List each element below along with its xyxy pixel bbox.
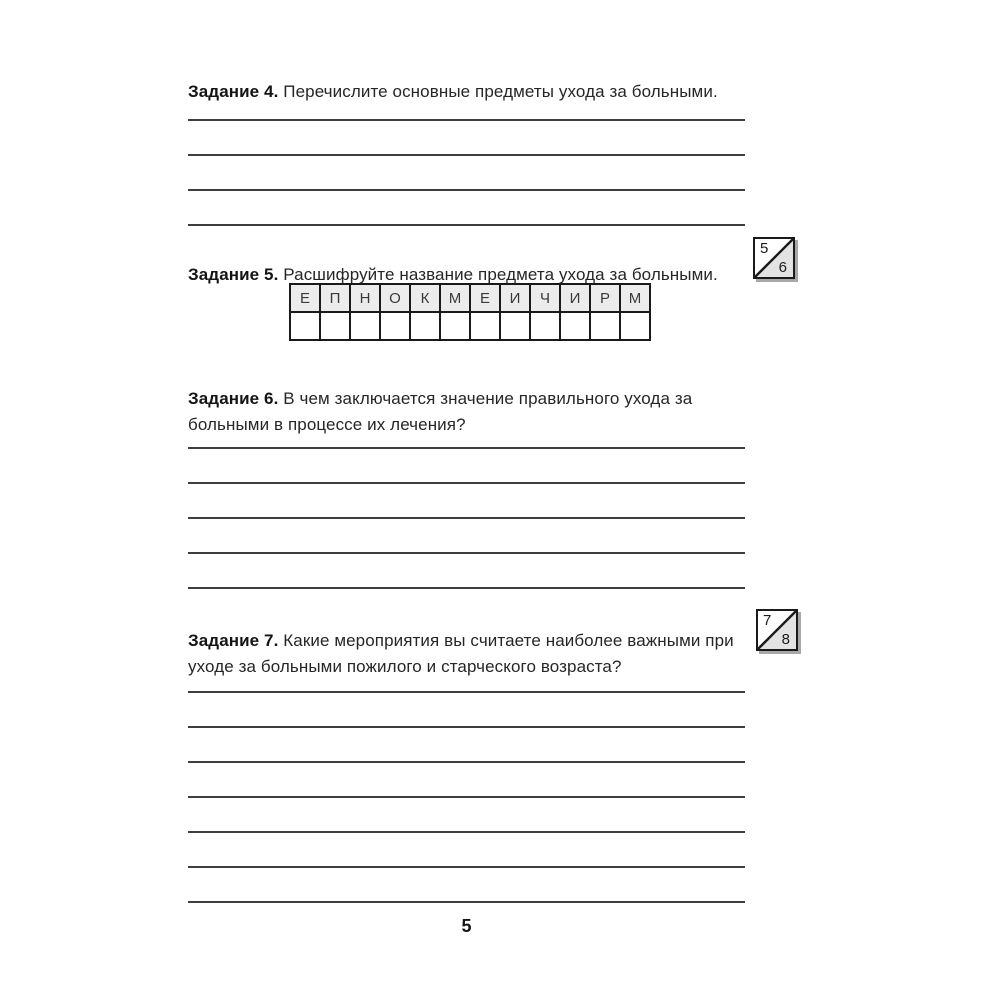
answer-line bbox=[188, 658, 745, 693]
answer-line bbox=[188, 554, 745, 589]
answer-line bbox=[188, 484, 745, 519]
badge-top-number: 7 bbox=[763, 612, 772, 629]
task-5-text: Расшифруйте название предмета ухода за больными. bbox=[278, 265, 718, 284]
answer-line bbox=[188, 414, 745, 449]
answer-line bbox=[188, 868, 745, 903]
cipher-letter-cell: П bbox=[320, 284, 350, 312]
cipher-letter-cell: И bbox=[560, 284, 590, 312]
badge-bottom-number: 8 bbox=[781, 631, 790, 648]
cipher-letter-cell: И bbox=[500, 284, 530, 312]
task-4-text: Перечислите основные предметы ухода за больными. bbox=[278, 82, 718, 101]
cipher-answer-cell bbox=[560, 312, 590, 340]
cipher-answer-cell bbox=[350, 312, 380, 340]
answer-line bbox=[188, 86, 745, 121]
cipher-answer-cell bbox=[470, 312, 500, 340]
task-4-answer-lines bbox=[188, 86, 745, 226]
answer-line bbox=[188, 519, 745, 554]
badge-bottom-number: 6 bbox=[778, 259, 787, 276]
task-4-label: Задание 4. bbox=[188, 82, 279, 101]
answer-line bbox=[188, 121, 745, 156]
task-7-text: Какие мероприятия вы считаете наиболее важными при уходе за больными пожилого и старческого возраста? bbox=[188, 631, 734, 676]
cipher-answer-cell bbox=[590, 312, 620, 340]
cipher-answer-cell bbox=[620, 312, 650, 340]
cipher-answer-cell bbox=[440, 312, 470, 340]
cipher-grid bbox=[289, 283, 651, 341]
cipher-answer-cell bbox=[500, 312, 530, 340]
cipher-letter-cell: Ч bbox=[530, 284, 560, 312]
task-7-answer-lines bbox=[188, 658, 745, 903]
cipher-letter-cell: К bbox=[410, 284, 440, 312]
task-7-label: Задание 7. bbox=[188, 631, 279, 650]
answer-line bbox=[188, 798, 745, 833]
answer-line bbox=[188, 728, 745, 763]
page-range-badge-7-8 bbox=[756, 609, 798, 651]
page-range-badge-5-6 bbox=[753, 237, 795, 279]
badge-top-number: 5 bbox=[760, 240, 769, 257]
cipher-answer-cell bbox=[410, 312, 440, 340]
cipher-letter-cell: О bbox=[380, 284, 410, 312]
cipher-letter-cell: Р bbox=[590, 284, 620, 312]
page-number: 5 bbox=[461, 916, 472, 936]
cipher-letter-cell: М bbox=[440, 284, 470, 312]
answer-line bbox=[188, 693, 745, 728]
task-6-label: Задание 6. bbox=[188, 389, 279, 408]
cipher-letter-cell: Н bbox=[350, 284, 380, 312]
answer-line bbox=[188, 763, 745, 798]
cipher-answer-cell bbox=[380, 312, 410, 340]
cipher-answer-cell bbox=[530, 312, 560, 340]
task-6-answer-lines bbox=[188, 414, 745, 589]
answer-line bbox=[188, 833, 745, 868]
cipher-answer-cell bbox=[290, 312, 320, 340]
task-6-text: В чем заключается значение правильного ухода за больными в процессе их лечения? bbox=[188, 389, 693, 434]
answer-line bbox=[188, 191, 745, 226]
answer-line bbox=[188, 156, 745, 191]
cipher-letter-cell: Е bbox=[290, 284, 320, 312]
cipher-letter-cell: М bbox=[620, 284, 650, 312]
cipher-answer-cell bbox=[320, 312, 350, 340]
answer-line bbox=[188, 449, 745, 484]
task-5-label: Задание 5. bbox=[188, 265, 279, 284]
cipher-letter-cell: Е bbox=[470, 284, 500, 312]
